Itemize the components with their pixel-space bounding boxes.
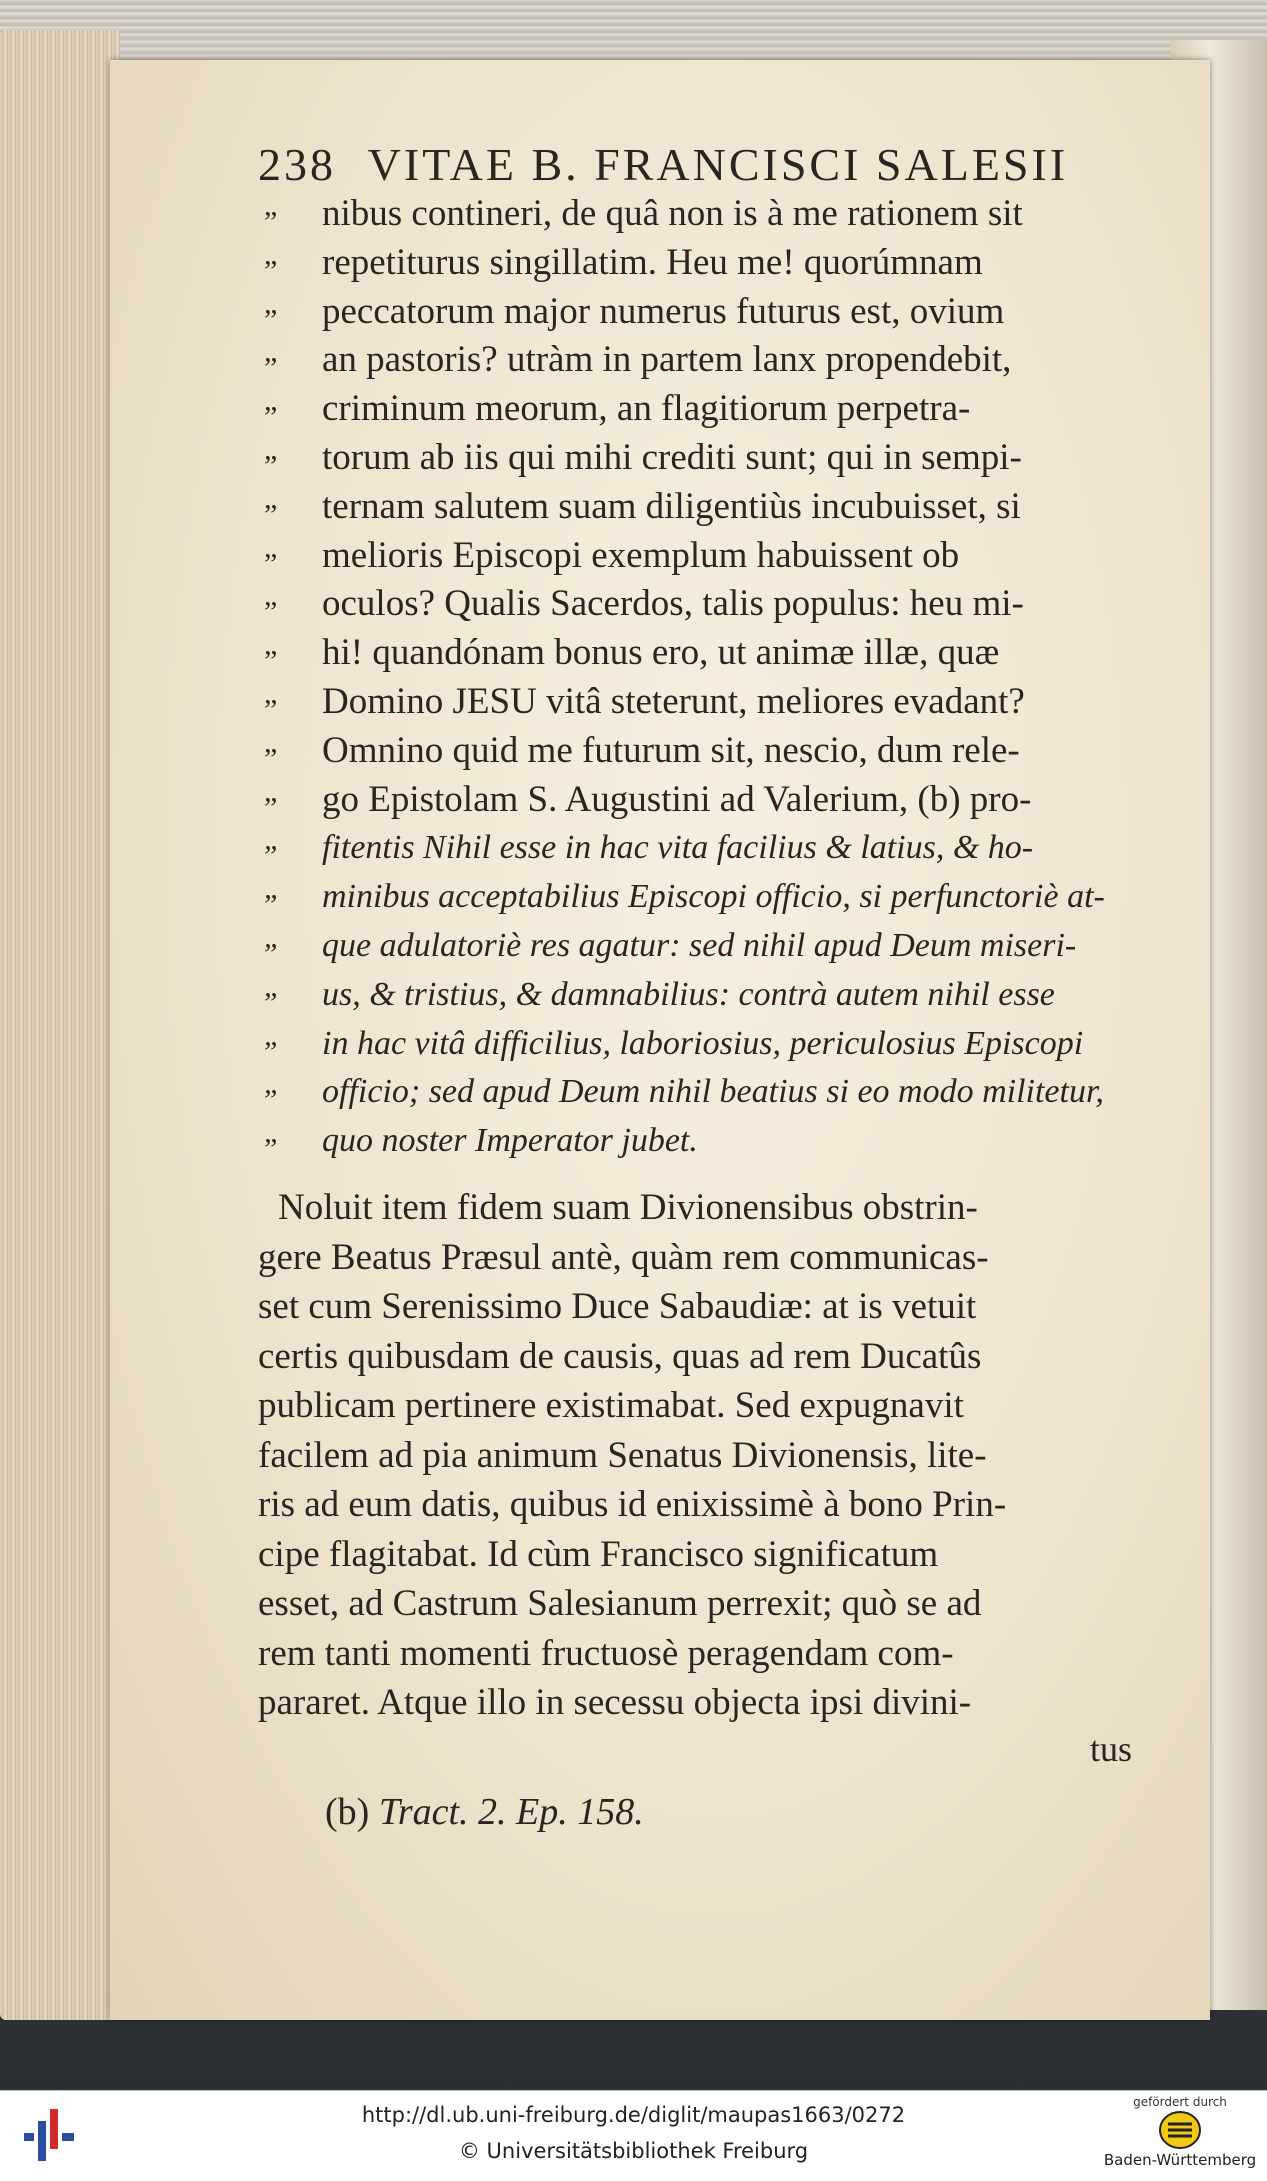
quote-line: „ melioris Episcopi exemplum habuissent ob [258,532,1158,581]
paragraph-line: cipe flagitabat. Id cùm Francisco significatum [258,1533,939,1575]
paragraph-line: rem tanti momenti fructuosè peragendam com- [258,1632,954,1674]
page-number: 238 [258,139,336,190]
catchword: tus [1090,1729,1133,1769]
state-coat-of-arms-icon [1158,2110,1202,2150]
quote-line: „ an pastoris? utràm in partem lanx propendebit, [258,336,1158,385]
quote-line: „ minibus acceptabilius Episcopi officio, si perfunctoriè at- [258,873,1158,922]
footnote-text: Tract. 2. Ep. 158. [378,1791,644,1833]
paragraph-line: Noluit item fidem suam Divionensibus obstrin- [278,1187,978,1228]
paragraph-line: facilem ad pia animum Senatus Divionensis, lite- [258,1434,987,1476]
quote-line: „ hi! quandónam bonus ero, ut animæ illæ, quæ [258,629,1158,678]
main-paragraph [258,1183,1158,1728]
quote-line: „ que adulatoriè res agatur: sed nihil apud Deum miseri- [258,922,1158,971]
sponsor-name: Baden-Württemberg [1103,2151,1257,2169]
permalink-url[interactable]: http://dl.ub.uni-freiburg.de/diglit/maupas1663/0272 [361,2103,906,2127]
viewer-footer [0,2090,1267,2181]
quote-line: „ oculos? Qualis Sacerdos, talis populus: heu mi- [258,580,1158,629]
quote-line: „ Omnino quid me futurum sit, nescio, dum rele- [258,727,1158,776]
sponsor-block [1100,2095,1260,2169]
paragraph-line: certis quibusdam de causis, quas ad rem Ducatûs [258,1335,982,1377]
running-header [258,138,1068,191]
quote-line: „ fitentis Nihil esse in hac vita facilius & latius, & ho- [258,824,1158,873]
running-title: VITAE B. FRANCISCI SALESII [367,139,1069,190]
quote-line: „ in hac vitâ difficilius, laboriosius, periculosius Episcopi [258,1020,1158,1069]
quote-line: „ quo noster Imperator jubet. [258,1117,1158,1166]
quote-line: „ criminum meorum, an flagitiorum perpetra- [258,385,1158,434]
paragraph-line: gere Beatus Præsul antè, quàm rem communicas- [258,1236,989,1278]
footnote [325,1790,644,1834]
quote-line: „ go Epistolam S. Augustini ad Valerium, (b) pro- [258,776,1158,825]
quote-line: „ nibus contineri, de quâ non is à me rationem sit [258,190,1158,239]
book-top-edge [0,0,1267,60]
quote-line: „ peccatorum major numerus futurus est, ovium [258,288,1158,337]
paragraph-line: esset, ad Castrum Salesianum perrexit; quò se ad [258,1583,982,1624]
footnote-mark: (b) [325,1791,370,1833]
paragraph-line: ris ad eum datis, quibus id enixissimè à bono Prin- [258,1484,1007,1525]
book-page-edges [0,30,120,2020]
quote-line: „ repetiturus singillatim. Heu me! quorúmnam [258,239,1158,288]
quoted-passage [258,190,1158,1166]
copyright-text: © Universitätsbibliothek Freiburg [458,2139,809,2163]
quote-line: „ ternam salutem suam diligentiùs incubuisset, si [258,483,1158,532]
sponsor-label: gefördert durch [1133,2095,1227,2109]
quote-line: „ officio; sed apud Deum nihil beatius si eo modo militetur, [258,1068,1158,1117]
paragraph-line: set cum Serenissimo Duce Sabaudiæ: at is vetuit [258,1286,977,1327]
paragraph-line: pararet. Atque illo in secessu objecta ipsi divini- [258,1682,972,1723]
quote-line: „ Domino JESU vitâ steterunt, meliores evadant? [258,678,1158,727]
paragraph-line: publicam pertinere existimabat. Sed expugnavit [258,1385,964,1426]
quote-line: „ us, & tristius, & damnabilius: contrà autem nihil esse [258,971,1158,1020]
quote-line: „ torum ab iis qui mihi crediti sunt; qui in sempi- [258,434,1158,483]
